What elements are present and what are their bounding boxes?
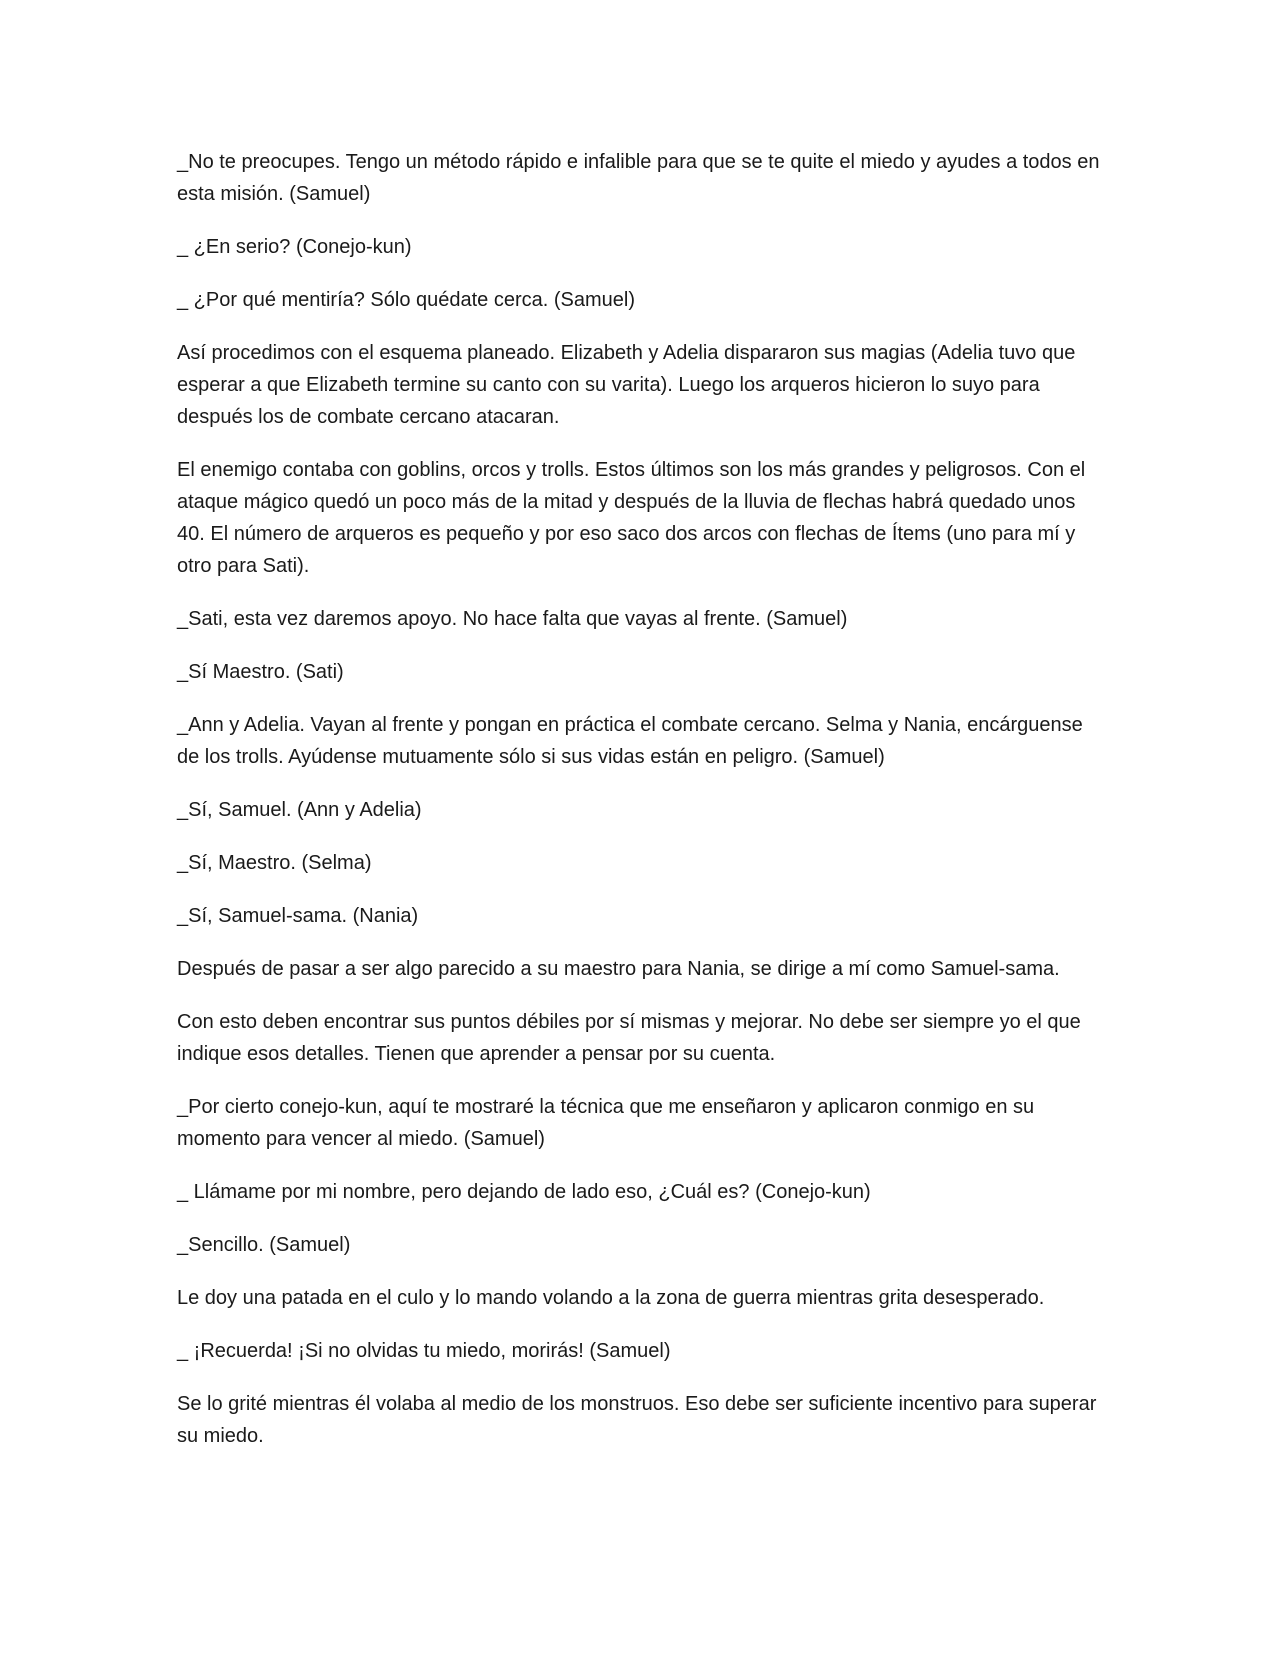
paragraph: _Sí, Samuel. (Ann y Adelia)	[177, 799, 422, 821]
paragraph: _ ¿Por qué mentiría? Sólo quédate cerca. (Samuel)	[177, 289, 636, 311]
paragraph: _ ¡Recuerda! ¡Si no olvidas tu miedo, morirás! (Samuel)	[177, 1340, 671, 1362]
paragraph: _Por cierto conejo-kun, aquí te mostraré la técnica que me enseñaron y aplicaron conmigo en su momento para vencer al miedo. (Samuel)	[177, 1096, 1035, 1150]
paragraph: _Sencillo. (Samuel)	[177, 1234, 351, 1256]
paragraph: _No te preocupes. Tengo un método rápido e infalible para que se te quite el miedo y ayudes a todos en esta misión. (Samuel)	[177, 151, 1100, 205]
paragraph: Se lo grité mientras él volaba al medio de los monstruos. Eso debe ser suficiente incentivo para superar su miedo.	[177, 1393, 1097, 1447]
paragraph: El enemigo contaba con goblins, orcos y trolls. Estos últimos son los más grandes y peligrosos. Con el ataque mágico quedó un poco más de la mitad y después de la lluvia de flechas habrá quedado unos 40. El número de arqueros es pequeño y por eso saco dos arcos con flechas de Ítems (uno para mí y otro para Sati).	[177, 459, 1086, 577]
paragraph: _ Llámame por mi nombre, pero dejando de lado eso, ¿Cuál es? (Conejo-kun)	[177, 1181, 871, 1203]
paragraph: _Sí Maestro. (Sati)	[177, 661, 344, 683]
paragraph: Así procedimos con el esquema planeado. Elizabeth y Adelia dispararon sus magias (Adelia tuvo que esperar a que Elizabeth termine su canto con su varita). Luego los arqueros hicieron lo suyo para después los de combate cercano atacaran.	[177, 342, 1076, 428]
paragraph: Con esto deben encontrar sus puntos débiles por sí mismas y mejorar. No debe ser siempre yo el que indique esos detalles. Tienen que aprender a pensar por su cuenta.	[177, 1011, 1081, 1065]
document-body	[177, 146, 1107, 1473]
paragraph: _Sati, esta vez daremos apoyo. No hace falta que vayas al frente. (Samuel)	[177, 608, 848, 630]
paragraph: Le doy una patada en el culo y lo mando volando a la zona de guerra mientras grita desesperado.	[177, 1287, 1045, 1309]
paragraph: _Ann y Adelia. Vayan al frente y pongan en práctica el combate cercano. Selma y Nania, encárguense de los trolls. Ayúdense mutuamente sólo si sus vidas están en peligro. (Samuel)	[177, 714, 1083, 768]
paragraph: _Sí, Maestro. (Selma)	[177, 852, 372, 874]
paragraph: Después de pasar a ser algo parecido a su maestro para Nania, se dirige a mí como Samuel-sama.	[177, 958, 1060, 980]
paragraph: _ ¿En serio? (Conejo-kun)	[177, 236, 412, 258]
paragraph: _Sí, Samuel-sama. (Nania)	[177, 905, 419, 927]
